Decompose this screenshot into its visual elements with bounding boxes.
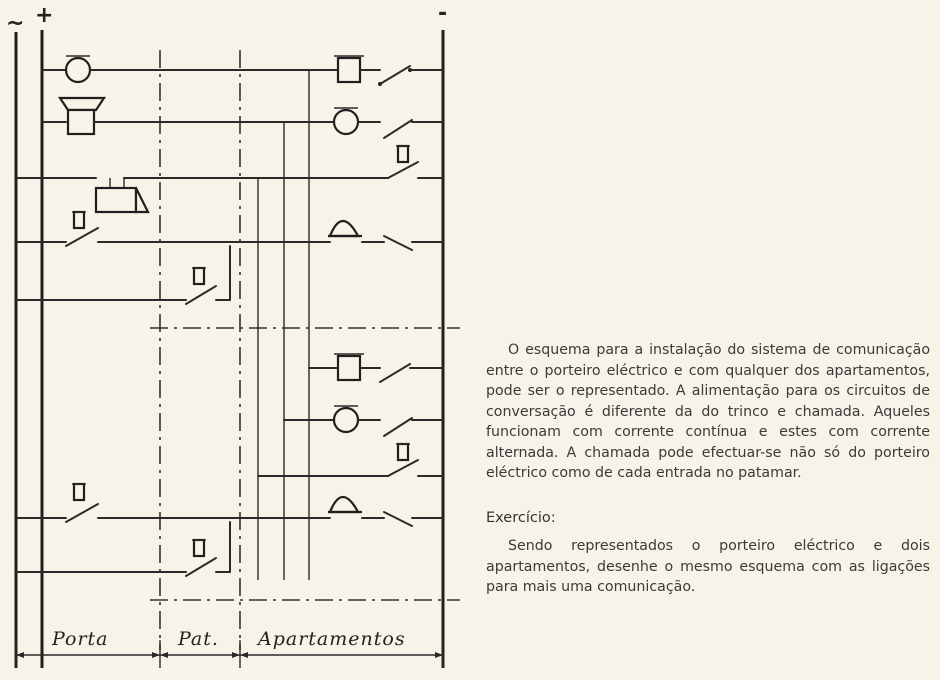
row-1 [42,56,443,86]
speaker-icon [334,110,358,134]
push-button-icon [388,460,418,476]
positive-supply-symbol: + [35,3,54,28]
push-button-icon [388,162,418,178]
handset-icon [338,58,360,82]
push-button-icon [66,504,98,522]
row-6 [309,354,443,382]
bell-icon [330,221,358,236]
door-lock-icon [96,188,136,212]
speaker-icon [66,58,90,82]
switch-icon [384,512,412,526]
exercise-heading: Exercício: [486,509,556,526]
row-8 [258,444,443,476]
switch-icon [380,66,410,84]
negative-supply-symbol: - [438,1,448,26]
row-7 [284,406,443,436]
switch-icon [384,236,412,250]
row-10 [16,522,230,576]
section-label-door: Porta [52,628,109,650]
bell-icon [330,497,358,512]
section-label-landing: Pat. [178,628,219,650]
switch-icon [384,418,412,436]
row-2 [42,98,443,138]
switch-icon [384,120,412,138]
handset-icon [338,356,360,380]
row-9 [16,484,443,526]
switch-icon [380,364,410,382]
exercise-paragraph: Sendo representados o porteiro eléctrico e dois apartamentos, desenhe o mesmo esquema com as ligações para mais uma comunicação. [486,538,930,595]
description-paragraph: O esquema para a instalação do sistema de comunicação entre o porteiro eléctrico e com qualquer dos apartamentos, pode ser o representado. A alimentação para os circuitos de conversação é diferente da do trinco e chamada. Aqueles funcionam com corrente contínua e estes com corrente alternada. A chamada pode efectuar-se não só do porteiro eléctrico como de cada entrada no patamar. [486,342,930,481]
section-label-apartments: Apartamentos [258,628,406,650]
push-button-icon [66,228,98,246]
push-button-icon [186,558,216,576]
push-button-icon [186,286,216,304]
row-5 [16,246,230,304]
text-panel [486,340,930,598]
ac-supply-symbol: ~ [6,11,25,36]
microphone-icon [68,110,94,134]
microphone-horn-icon [60,98,104,110]
row-4 [16,212,443,250]
row-3 [16,146,443,212]
speaker-icon [334,408,358,432]
